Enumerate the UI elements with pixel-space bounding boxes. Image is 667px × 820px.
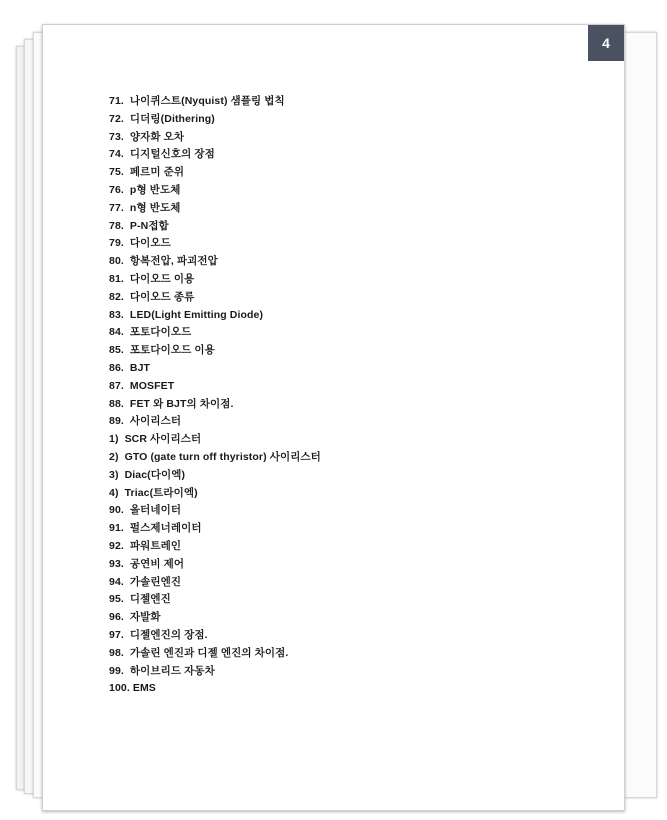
list-item: 77. n형 반도체 [109, 201, 181, 214]
list-item: 1) SCR 사이리스터 [109, 433, 202, 446]
list-item: 93. 공연비 제어 [109, 557, 185, 570]
list-item: 90. 올터네이터 [109, 504, 182, 517]
list-item: 92. 파워트레인 [109, 539, 182, 552]
list-item: 79. 다이오드 [109, 237, 171, 250]
list-item: 81. 다이오드 이용 [109, 272, 195, 285]
list-item: 94. 가솔린엔진 [109, 575, 182, 588]
list-item: 83. LED(Light Emitting Diode) [109, 308, 264, 321]
list-item: 85. 포토다이오드 이용 [109, 344, 215, 357]
list-item: 87. MOSFET [109, 379, 175, 392]
list-item: 74. 디지털신호의 장점 [109, 148, 215, 161]
list-item: 75. 페르미 준위 [109, 166, 185, 179]
list-item: 98. 가솔린 엔진과 디젤 엔진의 차이점. [109, 646, 289, 659]
list-item: 88. FET 와 BJT의 차이점. [109, 397, 234, 410]
list-item: 2) GTO (gate turn off thyristor) 사이리스터 [109, 450, 321, 463]
list-item: 99. 하이브리드 자동차 [109, 664, 215, 677]
list-item: 82. 다이오드 종류 [109, 290, 195, 303]
list-item: 71. 나이퀴스트(Nyquist) 샘플링 법칙 [109, 95, 285, 107]
list-item: 84. 포토다이오드 [109, 326, 192, 339]
list-item: 4) Triac(트라이엑) [109, 486, 198, 499]
document-page [42, 24, 625, 811]
list-item: 97. 디젤엔진의 장점. [109, 628, 208, 641]
list-item: 72. 디더링(Dithering) [109, 112, 215, 125]
list-item: 80. 항복전압, 파괴전압 [109, 255, 218, 268]
list-item: 86. BJT [109, 361, 151, 374]
list-item: 76. p형 반도체 [109, 183, 181, 196]
list-item: 96. 자발화 [109, 611, 161, 624]
list-item: 89. 사이리스터 [109, 415, 182, 428]
list-item: 73. 양자화 오차 [109, 130, 185, 143]
list-item: 78. P-N접합 [109, 219, 169, 232]
list-item: 91. 펄스제너레이터 [109, 522, 202, 535]
outline-list [109, 93, 600, 698]
list-item: 95. 디젤엔진 [109, 593, 171, 606]
list-item: 100. EMS [109, 682, 156, 695]
page-number-badge: 4 [588, 25, 624, 61]
list-item: 3) Diac(다이엑) [109, 468, 186, 481]
